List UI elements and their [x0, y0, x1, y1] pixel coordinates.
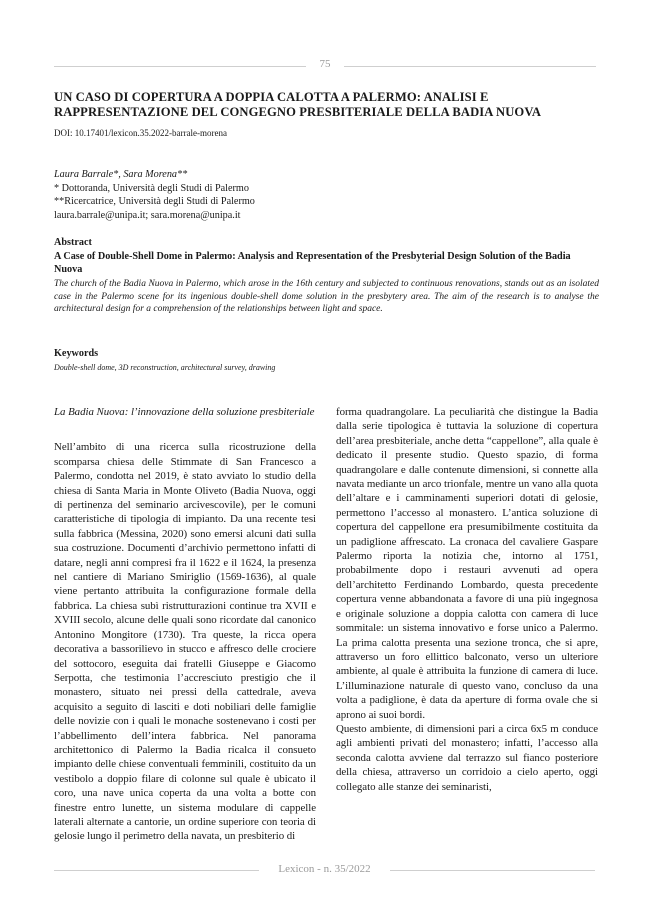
header-rule-right — [344, 66, 596, 67]
body-paragraph-1: Nell’ambito di una ricerca sulla ricostruzione della scomparsa chiesa delle Stimmate di San Francesco a Palermo, condotta nel 2019, è stato avviato lo studio della chiesa di Santa Maria in Monte Oliveto (Badia Nuova, oggi di pertinenza del seminario arcivescovile), per le comuni caratteristiche di tipologia di impianto. Da una recente tesi sulla fabbrica (Messina, 2020) sono emersi alcuni dati sulla sua costruzione. Documenti d’archivio permettono infatti di datare, negli anni compresi fra il 1622 e il 1624, la presenza nel cantiere di Mariano Smiriglio (1569-1636), al quale viene pertanto attribuita la configurazione formale della fabbrica. La chiesa subì ristrutturazioni continue tra XVII e XVIII secolo, alcune delle quali sono ricordate dal canonico Antonino Mongitore (1730). Tra queste, la ricca opera decorativa a bassorilievo in stucco e affresco delle crociere del sottocoro, eseguita dai fratelli Giuseppe e Giacomo Serpotta, che testimonia l’accresciuto prestigio che il monastero, situato nei pressi della cattedrale, aveva acquisito a seguito di lasciti e doti nobiliari delle famiglie delle novizie con i quali le monache sostenevano i costi per l’abbellimento dell’intera fabbrica. Nel panorama architettonico di Palermo la Badia ricalca il consueto impianto delle chiese conventuali femminili, costituito da un vestibolo a doppio filare di colonne sul quale è ubicato il coro, una nave unica coperta da una volta a botte con finestre entro lunette, un sistema modulare di cappelle laterali alternate a cantorie, un ordine superiore con teoria di gelosie lungo il perimetro della navata, un presbiterio di — [54, 441, 316, 843]
footer-rule-right — [390, 870, 595, 871]
keywords-section — [54, 347, 599, 373]
body-paragraph-2: Questo ambiente, di dimensioni pari a circa 6x5 m conduce agli ambienti privati del monastero; infatti, l’accesso alla seconda calotta avviene dal terrazzo sul fianco posteriore della chiesa, attraverso un corridoio a cielo aperto, oggi collegato alle stanze dei seminaristi, — [336, 722, 598, 793]
abstract-english-title: A Case of Double-Shell Dome in Palermo: Analysis and Representation of the Presbyterial Design Solution of the Badia Nuova — [54, 251, 571, 275]
body-column-left — [54, 405, 316, 844]
abstract-label: Abstract — [54, 237, 92, 248]
page-number: 75 — [319, 58, 331, 70]
body-paragraph-1-continued: forma quadrangolare. La peculiarità che distingue la Badia dalla serie tipologica è tuttavia la soluzione di copertura dell’area presbiteriale, anche detta “cappellone”, alla quale è dedicato il presente studio. Questo spazio, di forma quadrangolare e dalle contenute dimensioni, si connette alla navata mediante un arco trionfale, mentre un vano alla quota dell’altare e i camminamenti superiori dotati di gelosie, permettono l’accesso al monastero. L’antica soluzione di copertura del cappellone era presumibilmente costituita da un padiglione affrescato. La cronaca del cavaliere Gaspare Palermo riporta la notizia che, intorno al 1751, probabilmente dopo i restauri avvenuti ad opera dell’architetto Ferdinando Lombardo, questa precedente copertura venne abbandonata a favore di una più ingegnosa e originale soluzione a doppia calotta con camera di luce sommitale: un sistema innovativo e forse unico a Palermo. La prima calotta presenta una sezione tronca, che si apre, attraverso un foro ellittico balconato, verso un ulteriore ambiente, al quale è attribuita la funzione di camera di luce. L’illuminazione naturale di questo vano, concluso da una volta a padiglione, è data da aperture di forma ovale che si aprono ai suoi bordi. — [336, 406, 598, 721]
section-title: La Badia Nuova: l’innovazione della soluzione presbiteriale — [54, 406, 315, 418]
header-rule-left — [54, 66, 306, 67]
abstract-text: The church of the Badia Nuova in Palermo, which arose in the 16th century and subjected to continuous renovations, stands out as an isolated case in the Palermo scene for its ingenious double-shell dome solution in the presbytery area. The aim of the research is to analyse the architectural design for a comprehension of the relationships between light and space. — [54, 279, 599, 315]
abstract-section — [54, 236, 599, 316]
keywords-label: Keywords — [54, 348, 99, 359]
keywords-text: Double-shell dome, 3D reconstruction, architectural survey, drawing — [54, 363, 276, 372]
doi: DOI: 10.17401/lexicon.35.2022-barrale-morena — [54, 128, 227, 138]
footer-journal: Lexicon - n. 35/2022 — [278, 863, 371, 875]
affiliation-2: **Ricercatrice, Università degli Studi di Palermo — [54, 196, 255, 207]
affiliation-1: * Dottoranda, Università degli Studi di Palermo — [54, 182, 249, 194]
body-column-right — [336, 405, 598, 794]
authors-block — [54, 168, 255, 222]
footer-rule-left — [54, 870, 259, 871]
article-title: UN CASO DI COPERTURA A DOPPIA CALOTTA A PALERMO: ANALISI E RAPPRESENTAZIONE DEL CONGEGNO PRESBITERIALE DELLA BADIA NUOVA — [54, 90, 542, 119]
author-emails: laura.barrale@unipa.it; sara.morena@unipa.it — [54, 209, 241, 221]
author-names: Laura Barrale*, Sara Morena** — [54, 169, 188, 180]
